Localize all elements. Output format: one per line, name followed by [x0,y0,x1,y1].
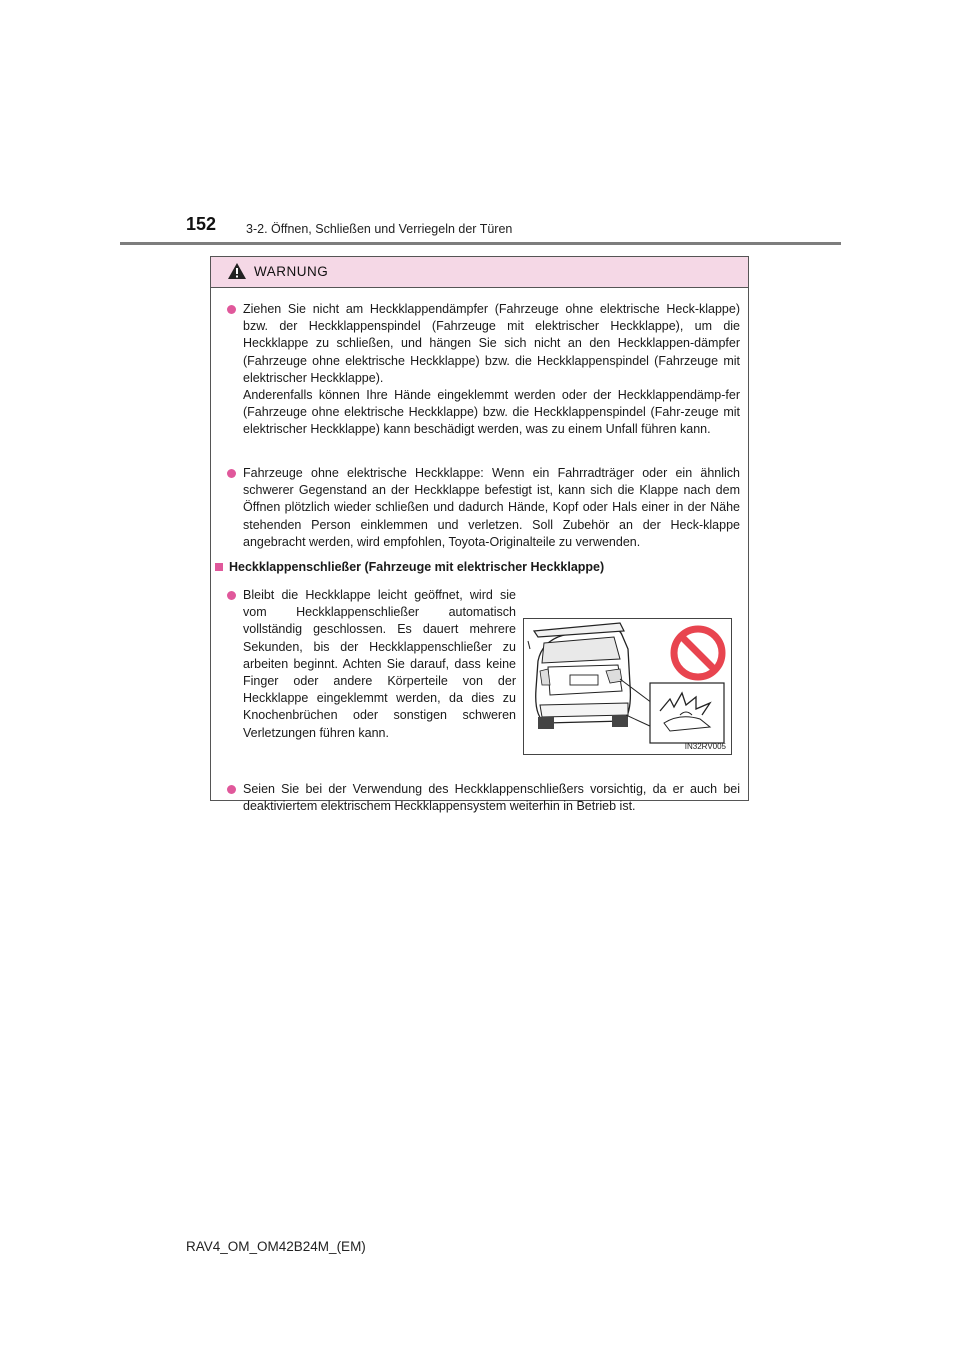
bullet-icon [227,591,236,600]
header-rule [120,242,841,245]
warning-item-1 [211,301,748,439]
warning-title: WARNUNG [254,264,329,279]
figure-tailgate-illustration [523,618,732,755]
footer-doc-id: RAV4_OM_OM42B24M_(EM) [186,1239,366,1254]
page-number: 152 [186,214,217,234]
subheading [211,559,748,576]
warning-item-2-text: Fahrzeuge ohne elektrische Heckklappe: Wenn ein Fahrradträger oder ein ähnlich schwerer Gegenstand an der Heckklappe befestigt ist, kann sich die Klappe nach dem Öffnen plötzlich wieder schließen und dadurch Hände, Kopf oder Hals einer in der Nähe stehenden Person einklemmen und verletzen. Soll Zubehör an der Heck-klappe angebracht werden, wird empfohlen, Toyota-Originalteile zu verwenden. [243,466,740,549]
warning-item-1-consequence: Anderenfalls können Ihre Hände eingeklemmt werden oder der Heckklappendämp-fer (Fahrzeuge ohne elektrische Heckklappe) bzw. die Heckklappenspindel (Fahr-zeuge mit elektrischer Heckklappe) kann beschädigt werden, was zu einem Unfall führen kann. [243,388,740,437]
closer-item-2 [211,781,748,815]
bullet-icon [227,305,236,314]
warning-box [210,256,749,814]
tailgate-illustration [524,619,731,754]
bullet-icon [227,785,236,794]
square-bullet-icon [215,563,223,571]
bullet-icon [227,469,236,478]
section-header: 3-2. Öffnen, Schließen und Verriegeln der Türen [246,222,513,236]
closer-item-2-text: Seien Sie bei der Verwendung des Heckklappenschließers vorsichtig, da er auch bei deaktiviertem elektrischem Heckklappensystem weiterhin in Betrieb ist. [243,782,740,814]
closer-item-1-text: Bleibt die Heckklappe leicht geöffnet, wird sie vom Heckklappenschließer automatisch vollständig geschlossen. Es dauert mehrere Sekunden, bis der Heckklappenschließer zu arbeiten beginnt. Achten Sie darauf, dass keine Finger oder andere Körperteile von der Heckklappe eingeklemmt werden, da dies zu Knochenbrüchen oder sonstigen schweren Verletzungen führen kann. [243,588,516,740]
warning-triangle-icon [227,262,247,280]
warning-header [211,257,748,288]
subheading-text: Heckklappenschließer (Fahrzeuge mit elektrischer Heckklappe) [229,560,605,574]
figure-code: IN32RV005 [684,742,726,751]
warning-content [211,287,748,814]
warning-item-1-text: Ziehen Sie nicht am Heckklappendämpfer (Fahrzeuge ohne elektrische Heck-klappe) bzw. der Heckklappenspindel (Fahrzeuge mit elektrischer Heckklappe), um die Heckklappe zu schließen, und hängen Sie sich nicht an den Heckklappen-dämpfer (Fahrzeuge ohne elektrische Heckklappe) bzw. die Heckklappenspindel (Fahrzeuge mit elektrischer Heckklappe). [243,302,740,385]
closer-item-1 [211,587,524,742]
warning-item-2 [211,465,748,551]
